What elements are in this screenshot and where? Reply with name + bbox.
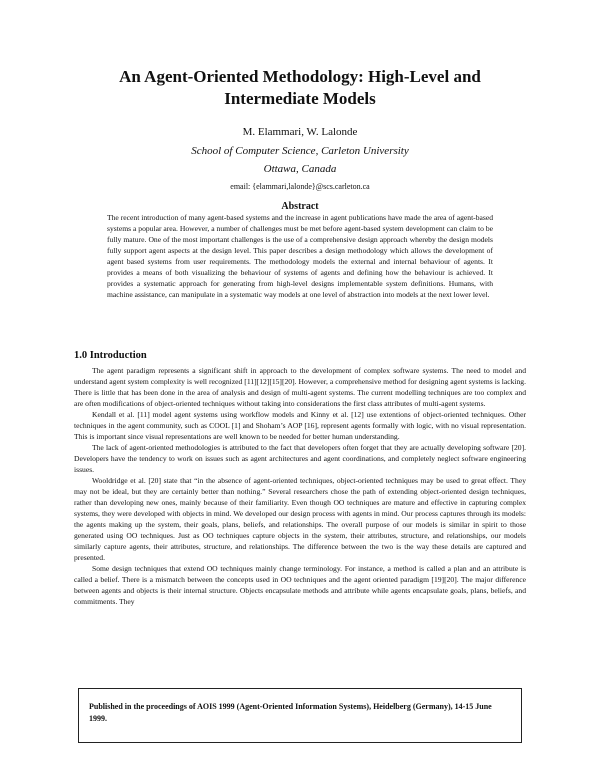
paragraph-3: The lack of agent-oriented methodologies is attributed to the fact that developers often forget that they are actually developing software [20]. Developers have the tendency to work on issues such as agent architectures and agent coordinations, and completely neglect software engineering issues. [74,443,526,474]
introduction-body [74,365,526,607]
abstract-text: The recent introduction of many agent-based systems and the increase in agent publications have made the area of agent-based systems a popular area. However, a number of challenges must be met before agent-based system development can claim to be fully mature. One of the most important challenges is the use of a comprehensive design approach whereby the design models fully support agent aspects at the design level. This paper describes a design methodology which allows the development of agent based systems from user requirements. The methodology models the external and internal behaviour of agents. It provides a means of both visualizing the behaviour of systems of agents and defining how the behaviour is achieved. It provides a systematic approach for generating from high-level designs implementable system definitions. Humans, with machine assistance, can manipulate in a systematic way models at one level of abstraction into models at the next lower level. [107,213,493,299]
publication-note: Published in the proceedings of AOIS 1999 (Agent-Oriented Information Systems), Heidelberg (Germany), 14-15 June 1999. [89,702,492,723]
abstract-heading: Abstract [281,201,319,212]
publication-note-box [78,688,522,743]
email-address: email: {elammari,lalonde}@scs.carleton.ca [230,182,370,191]
affiliation: School of Computer Science, Carleton University [191,145,409,157]
author-list: M. Elammari, W. Lalonde [242,126,358,138]
paragraph-1: The agent paradigm represents a significant shift in approach to the development of complex software systems. The need to model and understand agent system complexity is well recognized [11][12][15][20]. However, a comprehensive method for designing agent systems is lacking. There is little that has been done in the area of analysis and design of multi-agent systems. The current modelling techniques are too complex and are often modifications of object-oriented techniques without taking into considerations the first class attributes of multi-agent systems. [74,366,526,408]
section-heading-introduction: 1.0 Introduction [74,350,147,361]
paper-title: An Agent-Oriented Methodology: High-Level and Intermediate Models [119,67,481,108]
paragraph-2: Kendall et al. [11] model agent systems using workflow models and Kinny et al. [12] use extentions of object-oriented techniques. Other techniques in the agent community, such as COOL [1] and Shoham’s AOP [16], represent agents formally with logic, with no visual representation. This is important since visual representations are well known to be needed for better human understanding. [74,410,526,441]
location: Ottawa, Canada [263,163,337,175]
paragraph-5: Some design techniques that extend OO techniques mainly change terminology. For instance, a method is called a plan and an attribute is called a belief. There is a mismatch between the concepts used in OO techniques and the agent oriented paradigm [19][20]. The major difference between agents and objects is their internal structure. Objects encapsulate methods and attribute while agents encapsulate goals, plans, beliefs, and commitments. They [74,564,526,606]
paragraph-4: Wooldridge et al. [20] state that “in the absence of agent-oriented techniques, object-oriented techniques may be used to great effect. They may not be ideal, but they are certainly better than nothing.” Several researchers chose the path of extending object-oriented design techniques, rather than developing new ones, mainly because of their familiarity. Even though OO techniques are mature and effective in capturing complex systems, they were developed with objects in mind. We developed our design process with agents in mind. Our process captures through its models: the agents making up the system, their goals, plans, beliefs, and relationships. The overall purpose of our models is similar in spirit to those generated using OO techniques. Just as OO techniques capture objects in the system, their attributes, structure, and relationships, our models similarly capture agents, their attributes, structure, and relationships. The difference between the two is the way these details are captured and presented. [74,476,526,562]
